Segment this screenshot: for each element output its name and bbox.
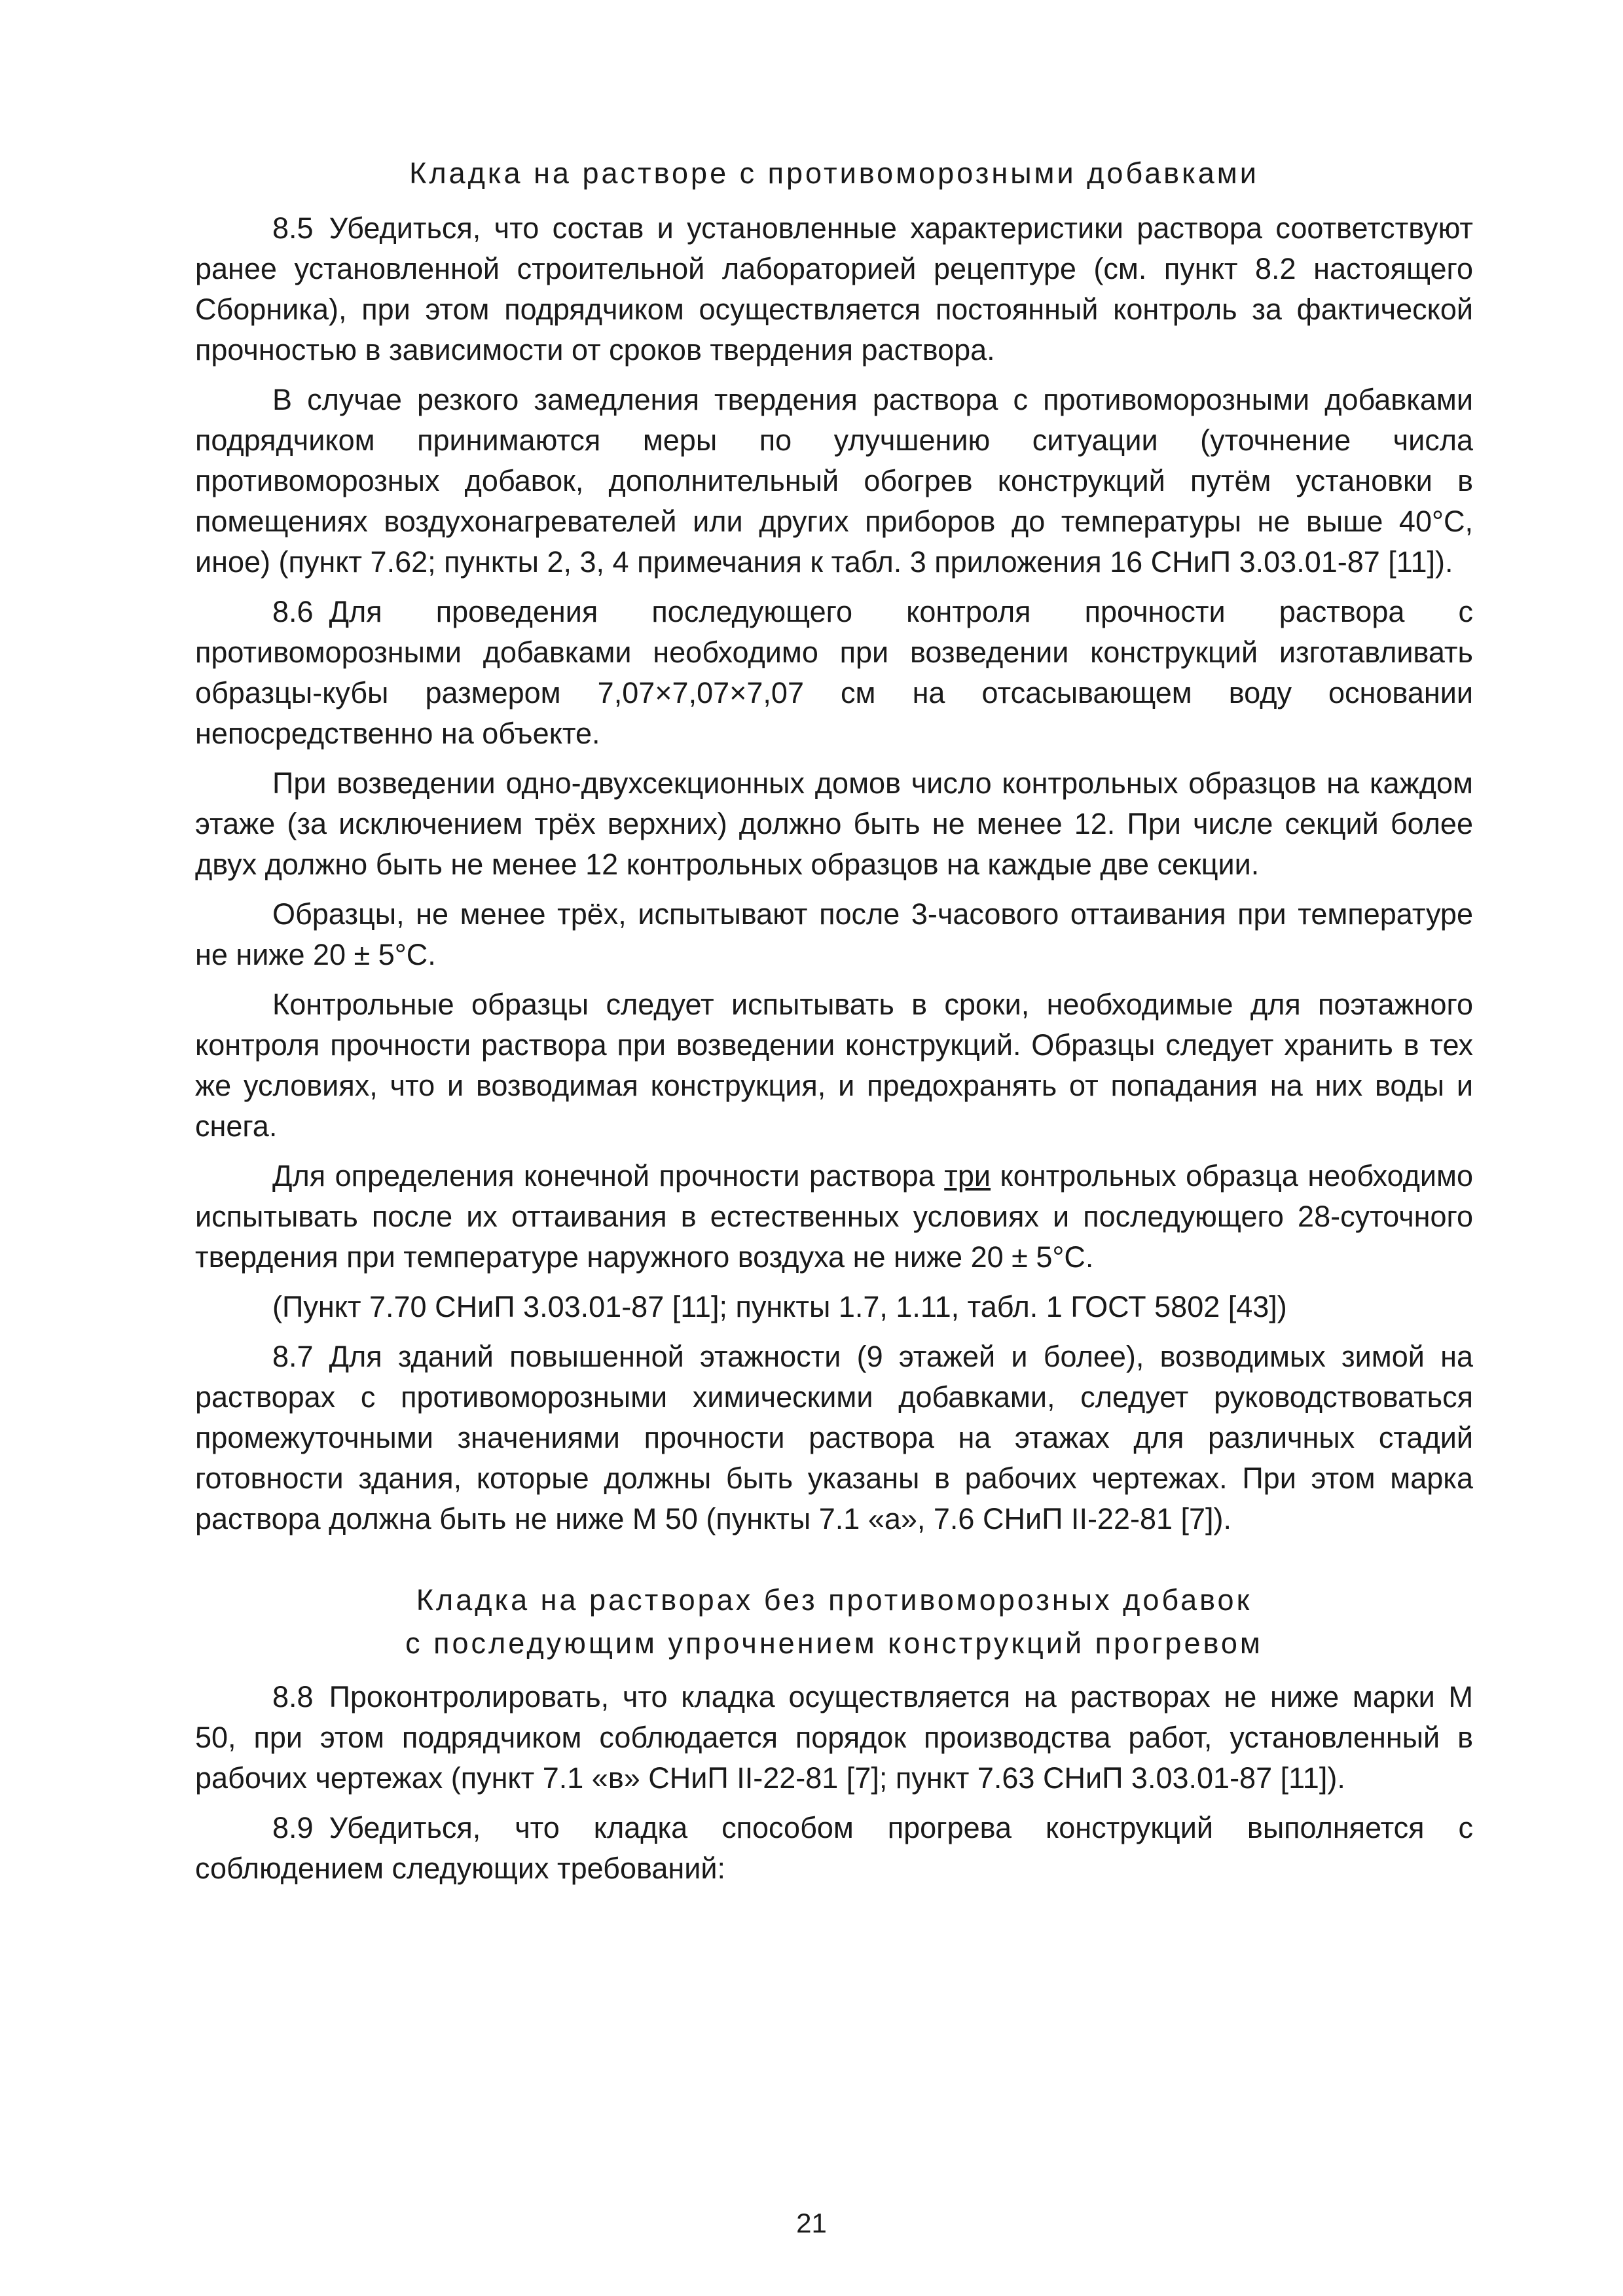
heading-line-2: с последующим упрочнением конструкций прогревом xyxy=(405,1626,1263,1660)
paragraph-8-6-final-strength xyxy=(195,1156,1473,1278)
clause-text: Для проведения последующего контроля прочности раствора с противоморозными добавками необходимо при возведении конструкций изготавливать образцы-кубы размером 7,07×7,07×7,07 см на отсасывающем воду основании непосредственно на объекте. xyxy=(195,595,1473,750)
clause-text: Проконтролировать, что кладка осуществляется на растворах не ниже марки М 50, при этом подрядчиком соблюдается порядок производства работ, установленный в рабочих чертежах (пункт 7.1 «в» СНиП II-22-81 [7]; пункт 7.63 СНиП 3.03.01-87 [11]). xyxy=(195,1680,1473,1795)
clause-text: Для зданий повышенной этажности (9 этажей и более), возводимых зимой на растворах с противоморозными химическими добавками, следует руководствоваться промежуточными значениями прочности раствора на этажах для различных стадий готовности здания, которые должны быть указаны в рабочих чертежах. При этом марка раствора должна быть не ниже М 50 (пункты 7.1 «а», 7.6 СНиП II-22-81 [7]). xyxy=(195,1340,1473,1535)
paragraph-8-6-storage: Контрольные образцы следует испытывать в сроки, необходимые для поэтажного контроля прочности раствора при возведении конструкций. Образцы следует хранить в тех же условиях, что и возводимая конструкция, и предохранять от попадания на них воды и снега. xyxy=(195,988,1473,1143)
paragraph-8-6-sample-count: При возведении одно-двухсекционных домов число контрольных образцов на каждом этаже (за исключением трёх верхних) должно быть не менее 12. При числе секций более двух должно быть не менее 12 контрольных образцов на каждые две секции. xyxy=(195,766,1473,881)
paragraph-8-5 xyxy=(195,208,1473,370)
clause-number: 8.8 xyxy=(272,1680,314,1713)
paragraph-8-6-reference: (Пункт 7.70 СНиП 3.03.01-87 [11]; пункты 1.7, 1.11, табл. 1 ГОСТ 5802 [43]) xyxy=(272,1290,1287,1323)
paragraph-8-9 xyxy=(195,1808,1473,1889)
section-heading-heating xyxy=(195,1579,1473,1665)
paragraph-8-5-continued: В случае резкого замедления твердения раствора с противоморозными добавками подрядчиком принимаются меры по улучшению ситуации (уточнение числа противоморозных добавок, дополнительный обогрев конструкций путём установки в помещениях воздухонагревателей или других приборов до температуры не выше 40°С, иное) (пункт 7.62; пункты 2, 3, 4 примечания к табл. 3 приложения 16 СНиП 3.03.01-87 [11]). xyxy=(195,383,1473,579)
text-fragment: контрольных образца необходимо испытывать после их оттаивания в естественных условиях и последующего 28-суточного твердения при температуре наружного воздуха не ниже 20 ± 5°С. xyxy=(195,1159,1474,1274)
underlined-word: три xyxy=(944,1159,991,1193)
clause-number: 8.6 xyxy=(272,595,314,628)
clause-number: 8.5 xyxy=(272,211,314,245)
clause-number: 8.7 xyxy=(272,1340,314,1373)
clause-number: 8.9 xyxy=(272,1811,314,1844)
section-heading-antifreeze: Кладка на растворе с противоморозными добавками xyxy=(409,156,1259,190)
paragraph-8-6-thawing: Образцы, не менее трёх, испытывают после 3-часового оттаивания при температуре не ниже 20 ± 5°С. xyxy=(195,897,1473,971)
heading-line-1: Кладка на растворах без противоморозных добавок xyxy=(416,1583,1252,1617)
page-number: 21 xyxy=(796,2208,827,2238)
text-fragment: Для определения конечной прочности раствора xyxy=(272,1159,945,1193)
paragraph-8-6 xyxy=(195,592,1473,754)
clause-text: Убедиться, что кладка способом прогрева конструкций выполняется с соблюдением следующих требований: xyxy=(195,1811,1473,1885)
clause-text: Убедиться, что состав и установленные характеристики раствора соответствуют ранее установленной строительной лабораторией рецептуре (см. пункт 8.2 настоящего Сборника), при этом подрядчиком осуществляется постоянный контроль за фактической прочностью в зависимости от сроков твердения раствора. xyxy=(195,211,1473,367)
document-body xyxy=(195,152,1473,1898)
paragraph-8-8 xyxy=(195,1677,1473,1799)
paragraph-8-7 xyxy=(195,1336,1473,1539)
